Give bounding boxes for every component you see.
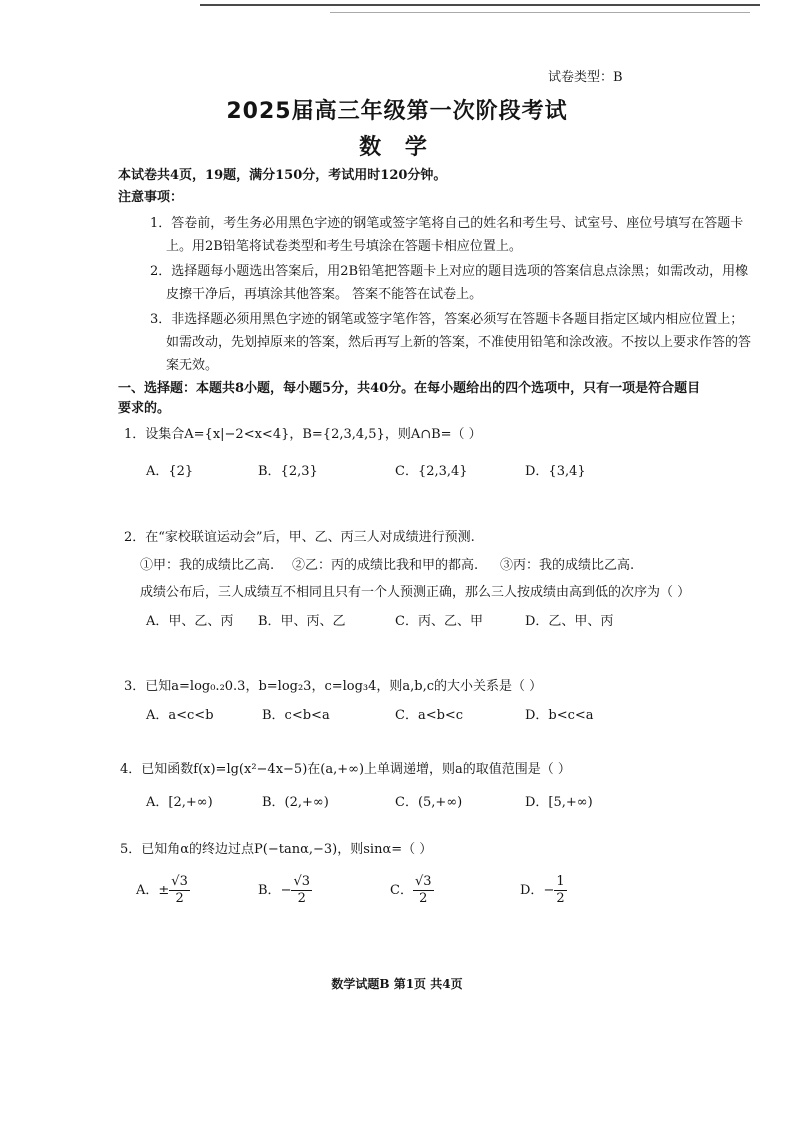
option-label: B． [258,883,281,898]
question-3-stem: 3．已知a=log₀.₂0.3，b=log₂3，c=log₃4，则a,b,c的大小关系是（ ） [124,679,543,694]
subject-title: 数 学 [359,135,435,160]
option-sign: − [543,883,555,898]
section-heading-line-2: 要求的。 [118,401,171,416]
question-2-prediction-3: ③丙：我的成绩比乙高. [500,558,635,573]
fraction-denominator: 2 [297,891,306,906]
question-1-option-b: B．{2,3} [258,464,318,479]
exam-title: 2025届高三年级第一次阶段考试 [226,99,568,124]
question-5-option-c [390,874,434,907]
question-5-option-d [520,874,567,907]
question-2-prediction-1: ①甲：我的成绩比乙高. [140,558,275,573]
option-label: C． [390,883,413,898]
exam-summary: 本试卷共4页，19题，满分150分，考试用时120分钟。 [118,168,447,183]
question-1-option-a: A．{2} [146,464,194,479]
question-4-option-b: B．(2,+∞) [262,795,329,810]
question-2-stem: 2．在“家校联谊运动会”后，甲、乙、丙三人对成绩进行预测. [124,530,475,545]
question-2-option-d: D．乙、甲、丙 [525,614,614,629]
question-1-stem: 1．设集合A={x|−2<x<4}，B={2,3,4,5}，则A∩B=（ ） [124,427,482,442]
question-4-stem: 4．已知函数f(x)=lg(x²−4x−5)在(a,+∞)上单调递增，则a的取值范围是（ ） [120,762,571,777]
fraction [291,874,312,907]
question-5-option-a [136,874,190,907]
question-4-option-c: C．(5,+∞) [395,795,463,810]
question-4-option-a: A．[2,+∞) [146,795,213,810]
question-3-option-b: B．c<b<a [262,708,330,723]
fraction [169,874,190,907]
question-2-option-a: A．甲、乙、丙 [146,614,234,629]
notice-item-2: 2．选择题每小题选出答案后，用2B铅笔把答题卡上对应的题目选项的答案信息点涂黑；如需改动，用橡皮擦干净后，再填涂其他答案。 答案不能答在试卷上。 [150,264,749,302]
option-label: A． [136,883,159,898]
notice-item-1: 1．答卷前，考生务必用黑色字迹的钢笔或签字笔将自己的姓名和考生号、试室号、座位号填写在答题卡上。用2B铅笔将试卷类型和考生号填涂在答题卡相应位置上。 [150,216,744,254]
question-3-option-d: D．b<c<a [525,708,594,723]
fraction [554,874,566,907]
option-sign: − [280,883,292,898]
question-2-prediction-2: ②乙：丙的成绩比我和甲的都高. [292,558,479,573]
question-4-option-d: D．[5,+∞) [525,795,593,810]
fraction-denominator: 2 [175,891,184,906]
scan-edge-line-faint [330,12,750,13]
fraction-denominator: 2 [556,891,565,906]
notice-item-3: 3．非选择题必须用黑色字迹的钢笔或签字笔作答，答案必须写在答题卡各题目指定区域内相应位置上；如需改动，先划掉原来的答案，然后再写上新的答案，不准使用铅笔和涂改液。不按以上要求作答的答案无效。 [150,312,752,373]
question-3-option-c: C．a<b<c [395,708,464,723]
option-sign: ± [158,883,170,898]
fraction-denominator: 2 [419,891,428,906]
fraction [413,874,434,907]
section-heading-line-1: 一、选择题：本题共8小题，每小题5分，共40分。在每小题给出的四个选项中，只有一项是符合题目 [118,381,701,396]
question-5-option-b [258,874,312,907]
page-footer: 数学试题B 第1页 共4页 [331,977,463,991]
question-5-stem: 5．已知角α的终边过点P(−tanα,−3)，则sinα=（ ） [120,842,433,857]
question-1-option-c: C．{2,3,4} [395,464,468,479]
fraction-numerator: √3 [171,874,188,889]
question-2-followup: 成绩公布后，三人成绩互不相同且只有一个人预测正确，那么三人按成绩由高到低的次序为（ ） [140,585,691,600]
fraction-numerator: √3 [293,874,311,889]
question-2-option-b: B．甲、丙、乙 [258,614,346,629]
fraction-numerator: 1 [556,874,565,889]
question-2-option-c: C．丙、乙、甲 [395,614,483,629]
notice-heading: 注意事项： [118,190,184,205]
paper-type-label: 试卷类型：B [548,70,623,85]
fraction-numerator: √3 [414,874,432,889]
option-label: D． [520,883,544,898]
question-3-option-a: A．a<c<b [146,708,214,723]
scan-edge-line [200,4,760,6]
question-1-option-d: D．{3,4} [525,464,586,479]
